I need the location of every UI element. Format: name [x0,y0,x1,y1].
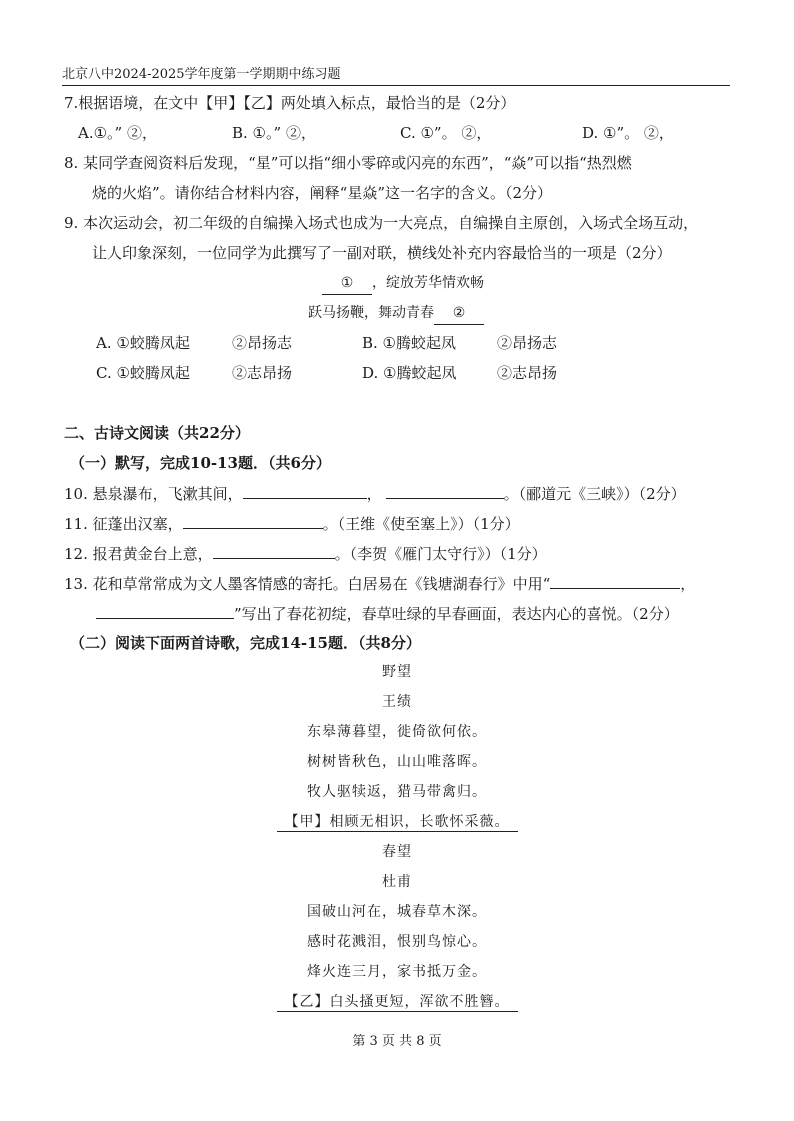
poem-1-marked-line [0,812,794,832]
q12-text-b: 。（李贺《雁门太守行》）（1分） [334,545,547,563]
couplet-line-1 [322,272,484,295]
poem-2-marked-text: 【乙】白头搔更短，浑欲不胜簪。 [277,994,518,1012]
question-13-line2 [96,602,679,625]
question-9-line1: 9. 本次运动会，初二年级的自编操入场式也成为一大亮点，自编操自主原创，入场式全场互动， [64,214,699,232]
question-8-line2: 烧的火焰”。请你结合材料内容，阐释“星焱”这一名字的含义。（2分） [92,184,553,202]
couplet-blank-2[interactable]: ② [434,302,484,325]
q10-separator: ， [366,485,382,503]
section-2-title: 二、古诗文阅读（共22分） [64,424,250,442]
q13-blank-2[interactable] [96,602,234,619]
q13-text-b: ”写出了春花初绽，春草吐绿的早春画面，表达内心的喜悦。（2分） [234,605,679,623]
question-7-stem: 7.根据语境，在文中【甲】【乙】两处填入标点，最恰当的是（2分） [64,94,516,112]
page-header: 北京八中2024-2025学年度第一学期期中练习题 [62,66,730,86]
q9-option-c-2: ②志昂扬 [232,364,293,382]
q9-option-b-1: B. ①腾蛟起凤 [362,334,457,352]
page-footer: 第 3 页 共 8 页 [352,1034,442,1049]
couplet-line-2 [308,302,484,325]
section-2-part-2: （二）阅读下面两首诗歌，完成14-15题．（共8分） [70,634,421,652]
poem-2-line-1: 国破山河在，城春草木深。 [307,904,487,920]
q13-blank-1[interactable] [550,572,680,589]
q12-text-a: 12. 报君黄金台上意， [64,545,213,563]
couplet-text-2: 跃马扬鞭，舞动青春 [308,305,434,321]
q9-option-d-2: ②志昂扬 [497,364,558,382]
question-10 [64,482,686,505]
q13-text-a: 13. 花和草常常成为文人墨客情感的寄托。白居易在《钱塘湖春行》中用“ [64,575,551,593]
section-2-part-1: （一）默写，完成10-13题．（共6分） [70,454,331,472]
q7-option-c: C. ①”。 ②， [400,124,492,142]
poem-2-line-3: 烽火连三月，家书抵万金。 [307,964,487,980]
couplet-text-1: ，绽放芳华情欢畅 [372,275,484,291]
q7-option-b: B. ①。” ②， [232,124,316,142]
poem-1-line-1: 东皋薄暮望，徙倚欲何依。 [307,724,487,740]
question-13-line1 [64,572,695,595]
q10-text-a: 10. 悬泉瀑布，飞漱其间， [64,485,243,503]
poem-2-line-2: 感时花溅泪，恨别鸟惊心。 [307,934,487,950]
q11-text-a: 11. 征蓬出汉塞， [64,515,183,533]
question-9-line2: 让人印象深刻，一位同学为此撰写了一副对联，横线处补充内容最恰当的一项是（2分） [92,244,672,262]
q10-text-b: 。（郦道元《三峡》）（2分） [503,485,686,503]
poem-1-title: 野望 [382,664,412,680]
poem-2-author: 杜甫 [382,874,412,890]
question-12 [64,542,547,565]
q7-option-a: A.①。” ②， [78,124,157,142]
q12-blank[interactable] [213,542,335,559]
q9-option-b-2: ②昂扬志 [497,334,558,352]
q9-option-a-1: A. ①蛟腾凤起 [96,334,190,352]
q10-blank-1[interactable] [243,482,367,499]
poem-1-line-2: 树树皆秋色，山山唯落晖。 [307,754,487,770]
q9-option-c-1: C. ①蛟腾凤起 [96,364,190,382]
q13-text-a-end: ， [680,575,696,593]
q7-option-d: D. ①”。 ②， [582,124,674,142]
question-11 [64,512,520,535]
poem-2-title: 春望 [382,844,412,860]
couplet-blank-1[interactable]: ① [322,272,372,295]
q9-option-d-1: D. ①腾蛟起凤 [362,364,457,382]
poem-1-marked-text: 【甲】相顾无相识，长歌怀采薇。 [277,814,518,832]
poem-2-marked-line [0,992,794,1012]
poem-1-line-3: 牧人驱犊返，猎马带禽归。 [307,784,487,800]
q10-blank-2[interactable] [386,482,504,499]
poem-1-author: 王绩 [382,694,412,710]
question-8-line1: 8. 某同学查阅资料后发现，“星”可以指“细小零碎或闪亮的东西”，“焱”可以指“热烈燃 [64,154,632,172]
q11-text-b: 。（王维《使至塞上》）（1分） [322,515,520,533]
q11-blank[interactable] [183,512,323,529]
q9-option-a-2: ②昂扬志 [232,334,293,352]
